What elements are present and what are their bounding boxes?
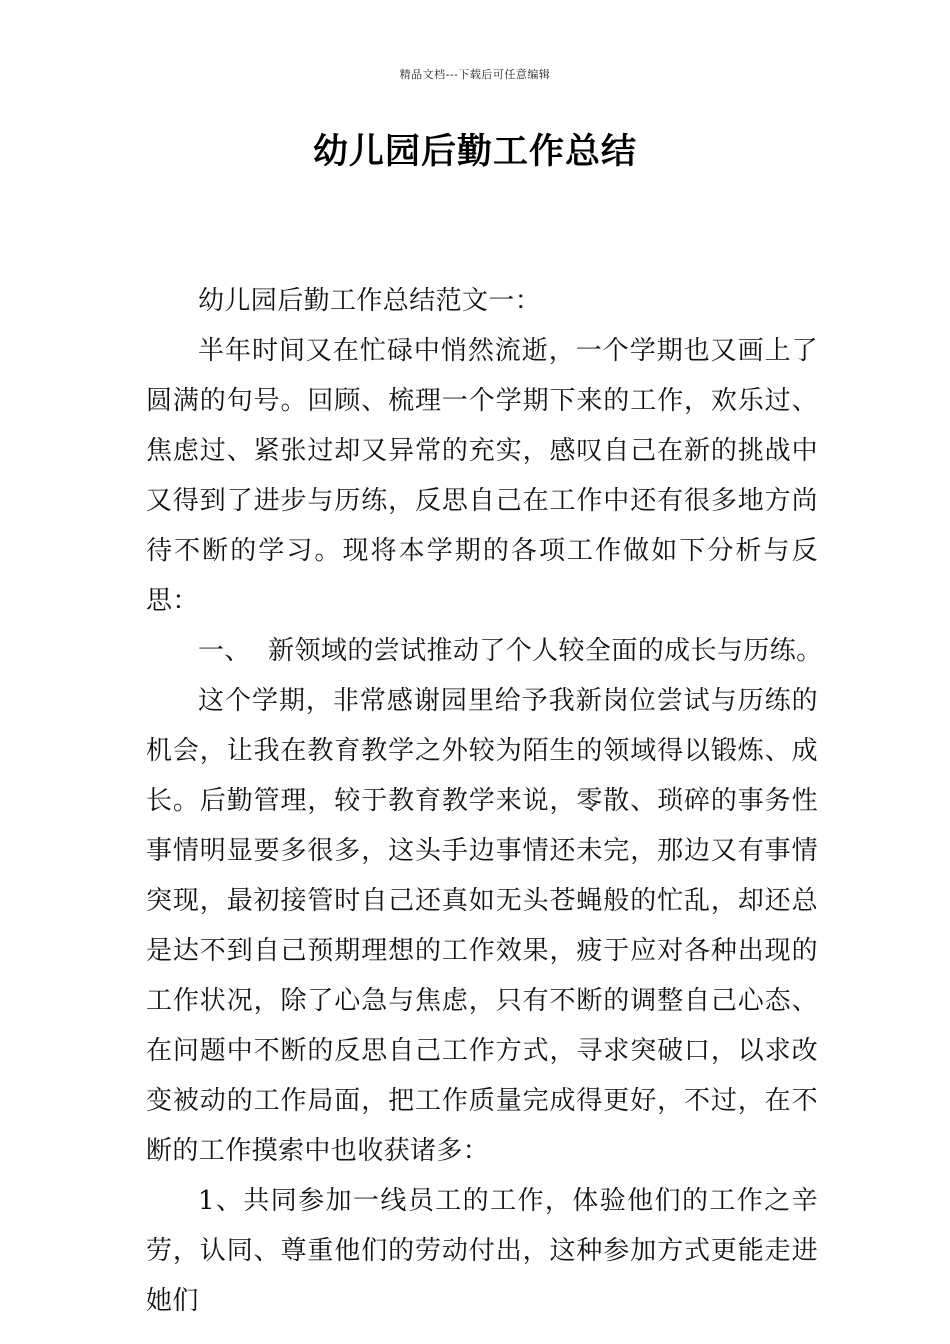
- paragraph-item-1: 1、共同参加一线员工的工作，体验他们的工作之辛劳，认同、尊重他们的劳动付出，这种参加方式更能走进她们: [146, 1186, 818, 1316]
- paragraph-opening: 半年时间又在忙碌中悄然流逝，一个学期也又画上了圆满的句号。回顾、梳理一个学期下来的工作，欢乐过、焦虑过、紧张过却又异常的充实，感叹自己在新的挑战中又得到了进步与历练，反思自己在工作中还有很多地方尚待不断的学习。现将本学期的各项工作做如下分析与反思：: [146, 336, 818, 616]
- document-body: [146, 276, 823, 1326]
- document-title: 幼儿园后勤工作总结: [312, 132, 637, 172]
- paragraph-intro-heading: 幼儿园后勤工作总结范文一：: [198, 286, 542, 316]
- section-heading-1: 一、 新领域的尝试推动了个人较全面的成长与历练。: [198, 636, 823, 666]
- paragraph-section-1: 这个学期，非常感谢园里给予我新岗位尝试与历练的机会，让我在教育教学之外较为陌生的领域得以锻炼、成长。后勤管理，较于教育教学来说，零散、琐碎的事务性事情明显要多很多，这头手边事情还未完，那边又有事情突现，最初接管时自己还真如无头苍蝇般的忙乱，却还总是达不到自己预期理想的工作效果，疲于应对各种出现的工作状况，除了心急与焦虑，只有不断的调整自己心态、在问题中不断的反思自己工作方式，寻求突破口，以求改变被动的工作局面，把工作质量完成得更好，不过，在不断的工作摸索中也收获诸多：: [146, 686, 818, 1166]
- header-note: 精品文档---下载后可任意编辑: [399, 68, 551, 81]
